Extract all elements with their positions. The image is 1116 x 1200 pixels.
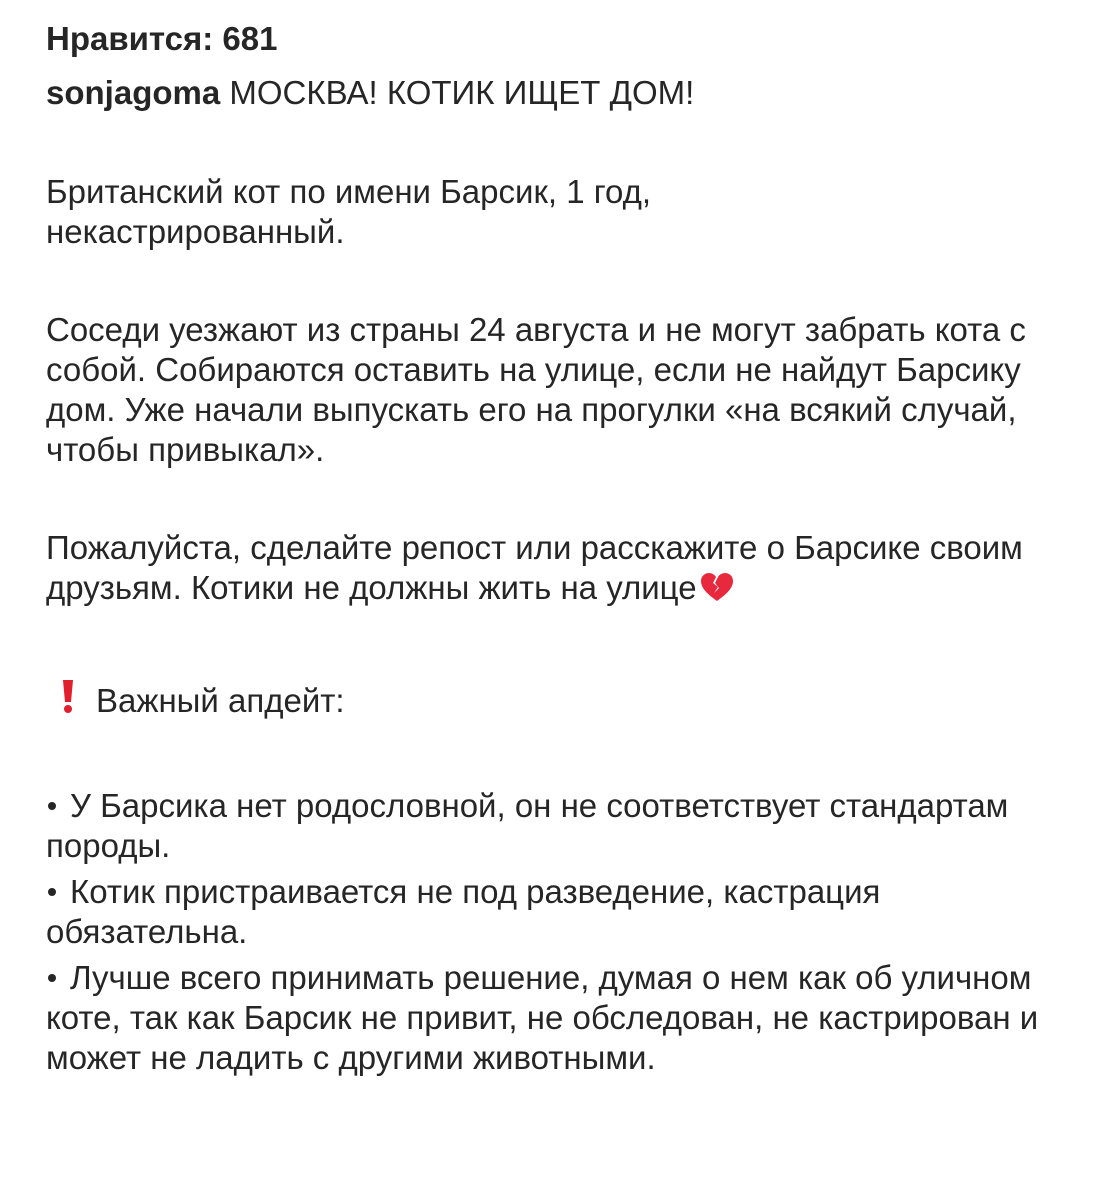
list-item (46, 958, 1076, 1078)
bullet-dot (48, 888, 56, 896)
situation-paragraph: Соседи уезжают из страны 24 августа и не могут забрать кота с собой. Собираются оставить на улице, если не найдут Барсику дом. Уже начали выпускать его на прогулки «на всякий случай, чтобы привыкал». (46, 311, 1026, 468)
update-bullet-list (46, 786, 1076, 1078)
broken-heart-icon (699, 571, 735, 612)
red-exclamation-icon (60, 678, 76, 724)
update-heading (60, 678, 1072, 724)
caption-headline (46, 72, 1072, 114)
bullet-dot (48, 802, 56, 810)
username-link[interactable]: sonjagoma (46, 74, 221, 111)
update-title: Важный апдейт: (96, 682, 345, 719)
bullet-text: Лучше всего принимать решение, думая о нем как об уличном коте, так как Барсик не привит, не обследован, не кастрирован и может не ладить с другими животными. (46, 959, 1039, 1076)
list-item (46, 786, 1076, 866)
caption-title: МОСКВА! КОТИК ИЩЕТ ДОМ! (220, 74, 695, 111)
list-item (46, 872, 1076, 952)
intro-paragraph: Британский кот по имени Барсик, 1 год, некастрированный. (46, 173, 652, 250)
appeal-text: Пожалуйста, сделайте репост или расскажите о Барсике своим друзьям. Котики не должны жить на улице (46, 529, 1023, 606)
bullet-text: Котик пристраивается не под разведение, кастрация обязательна. (46, 873, 881, 950)
likes-count[interactable]: Нравится: 681 (46, 20, 278, 57)
appeal-paragraph (46, 528, 1046, 612)
bullet-dot (48, 974, 56, 982)
bullet-text: У Барсика нет родословной, он не соответствует стандартам породы. (46, 787, 1009, 864)
